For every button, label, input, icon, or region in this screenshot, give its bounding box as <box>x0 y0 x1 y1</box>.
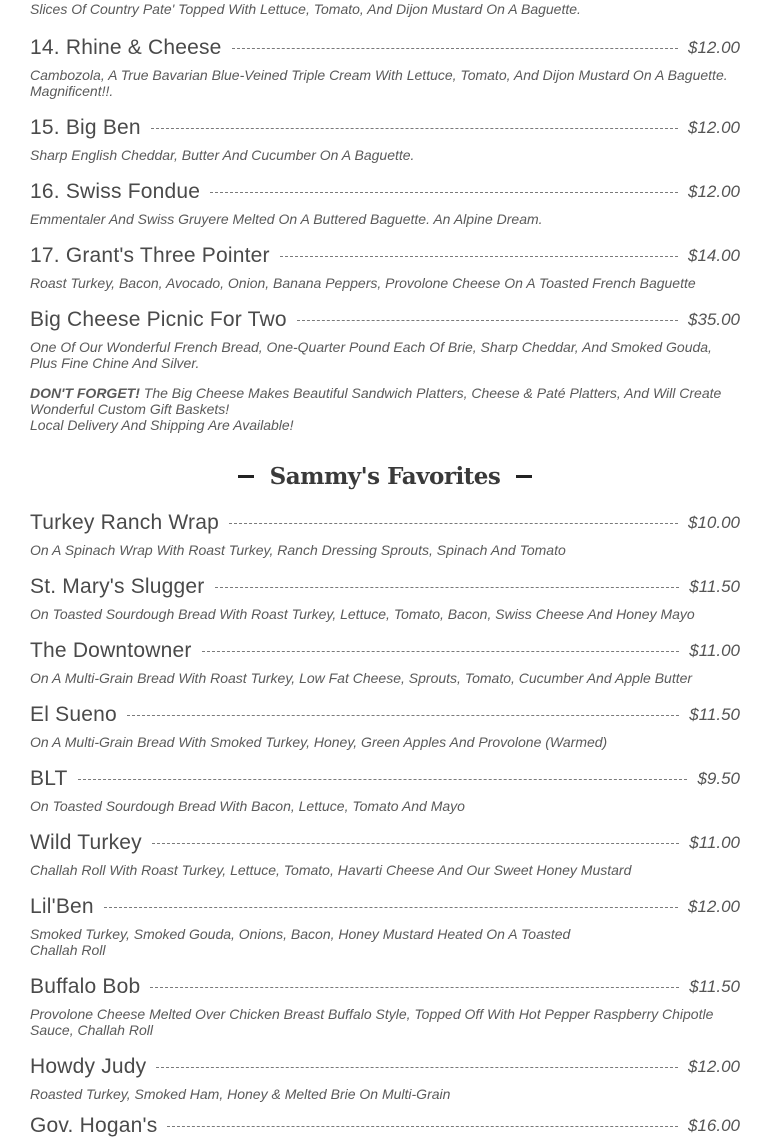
menu-item <box>30 1055 740 1102</box>
leader-dots <box>156 1067 678 1068</box>
item-name: BLT <box>30 767 68 790</box>
item-price: $14.00 <box>688 246 740 265</box>
item-name: 16. Swiss Fondue <box>30 180 201 203</box>
menu-item <box>30 975 740 1038</box>
item-description: Smoked Turkey, Smoked Gouda, Onions, Bacon, Honey Mustard Heated On A Toasted Challah Roll <box>30 926 571 958</box>
item-name: Turkey Ranch Wrap <box>30 511 219 534</box>
item-description: On Toasted Sourdough Bread With Bacon, Lettuce, Tomato And Mayo <box>30 798 465 814</box>
item-price: $11.50 <box>689 977 740 996</box>
leader-dots <box>280 256 678 257</box>
menu-item <box>30 180 740 227</box>
leader-dots <box>151 128 678 129</box>
leader-dots <box>127 715 679 716</box>
item-description: One Of Our Wonderful French Bread, One-Quarter Pound Each Of Brie, Sharp Cheddar, And Smoked Gouda, Plus Fine Chine And Silver. <box>30 339 712 371</box>
item-description: Emmentaler And Swiss Gruyere Melted On A Buttered Baguette. An Alpine Dream. <box>30 211 543 227</box>
item-description: On A Multi-Grain Bread With Roast Turkey, Low Fat Cheese, Sprouts, Tomato, Cucumber And Apple Butter <box>30 670 693 686</box>
item-price: $11.00 <box>689 833 740 852</box>
item-price: $12.00 <box>688 897 740 916</box>
item-name: The Downtowner <box>30 639 192 662</box>
item-name: 17. Grant's Three Pointer <box>30 244 270 267</box>
item-name: Big Cheese Picnic For Two <box>30 308 287 331</box>
note-text: The Big Cheese Makes Beautiful Sandwich Platters, Cheese & Paté Platters, And Will Create Wonderful Custom Gift Baskets! <box>30 385 722 417</box>
item-description: Roast Turkey, Bacon, Avocado, Onion, Banana Peppers, Provolone Cheese On A Toasted French Baguette <box>30 275 696 291</box>
item-name: El Sueno <box>30 703 117 726</box>
menu-item <box>30 308 740 371</box>
leader-dots <box>215 587 680 588</box>
leader-dots <box>104 907 678 908</box>
item-description: Provolone Cheese Melted Over Chicken Breast Buffalo Style, Topped Off With Hot Pepper Raspberry Chipotle Sauce, Challah Roll <box>30 1006 714 1038</box>
leader-dots <box>202 651 680 652</box>
menu-item <box>30 895 740 958</box>
item-price: $9.50 <box>697 769 740 788</box>
item-name: Buffalo Bob <box>30 975 141 998</box>
item-name: Lil'Ben <box>30 895 94 918</box>
leader-dots <box>229 523 678 524</box>
item-price: $10.00 <box>688 513 740 532</box>
item-description: Cambozola, A True Bavarian Blue-Veined Triple Cream With Lettuce, Tomato, And Dijon Mustard On A Baguette. Magnificent!!. <box>30 67 728 99</box>
item-price: $16.00 <box>688 1116 740 1135</box>
item-description: On A Multi-Grain Bread With Smoked Turkey, Honey, Green Apples And Provolone (Warmed) <box>30 734 608 750</box>
item-name: St. Mary's Slugger <box>30 575 205 598</box>
item-description: Challah Roll With Roast Turkey, Lettuce, Tomato, Havarti Cheese And Our Sweet Honey Mustard <box>30 862 632 878</box>
item-price: $12.00 <box>688 1057 740 1076</box>
menu-item <box>30 831 740 878</box>
item-name: 15. Big Ben <box>30 116 141 139</box>
menu-item <box>30 511 740 558</box>
leader-dots <box>150 987 679 988</box>
item-price: $12.00 <box>688 38 740 57</box>
item-description: Slices Of Country Pate' Topped With Lettuce, Tomato, And Dijon Mustard On A Baguette. <box>30 1 581 17</box>
leader-dots <box>210 192 678 193</box>
note-delivery: Local Delivery And Shipping Are Available! <box>30 417 294 433</box>
item-description: Roasted Turkey, Smoked Ham, Honey & Melted Brie On Multi-Grain <box>30 1086 451 1102</box>
leader-dots <box>78 779 688 780</box>
menu-item <box>30 36 740 99</box>
section-heading <box>30 458 740 494</box>
item-price: $12.00 <box>688 182 740 201</box>
item-price: $11.00 <box>689 641 740 660</box>
note-emphasis: DON'T FORGET! <box>30 385 140 401</box>
item-name: Gov. Hogan's <box>30 1114 158 1137</box>
menu-item <box>30 1114 740 1138</box>
item-name: Wild Turkey <box>30 831 142 854</box>
leader-dots <box>167 1126 678 1127</box>
heading-dash-right <box>516 475 532 478</box>
leader-dots <box>152 843 679 844</box>
menu-item <box>30 116 740 163</box>
item-name: 14. Rhine & Cheese <box>30 36 222 59</box>
item-description: Sharp English Cheddar, Butter And Cucumber On A Baguette. <box>30 147 415 163</box>
promo-note <box>30 385 740 433</box>
menu-item <box>30 767 740 814</box>
item-name: Howdy Judy <box>30 1055 147 1078</box>
item-price: $11.50 <box>689 577 740 596</box>
item-description: On Toasted Sourdough Bread With Roast Turkey, Lettuce, Tomato, Bacon, Swiss Cheese And Honey Mayo <box>30 606 695 622</box>
menu-item <box>30 575 740 622</box>
heading-dash-left <box>238 475 254 478</box>
leader-dots <box>232 48 678 49</box>
menu-item <box>30 244 740 291</box>
item-price: $12.00 <box>688 118 740 137</box>
item-price: $35.00 <box>688 310 740 329</box>
menu-item <box>30 639 740 686</box>
leader-dots <box>297 320 678 321</box>
item-description: On A Spinach Wrap With Roast Turkey, Ranch Dressing Sprouts, Spinach And Tomato <box>30 542 566 558</box>
section-title: Sammy's Favorites <box>269 462 501 490</box>
item-price: $11.50 <box>689 705 740 724</box>
menu-item <box>30 703 740 750</box>
